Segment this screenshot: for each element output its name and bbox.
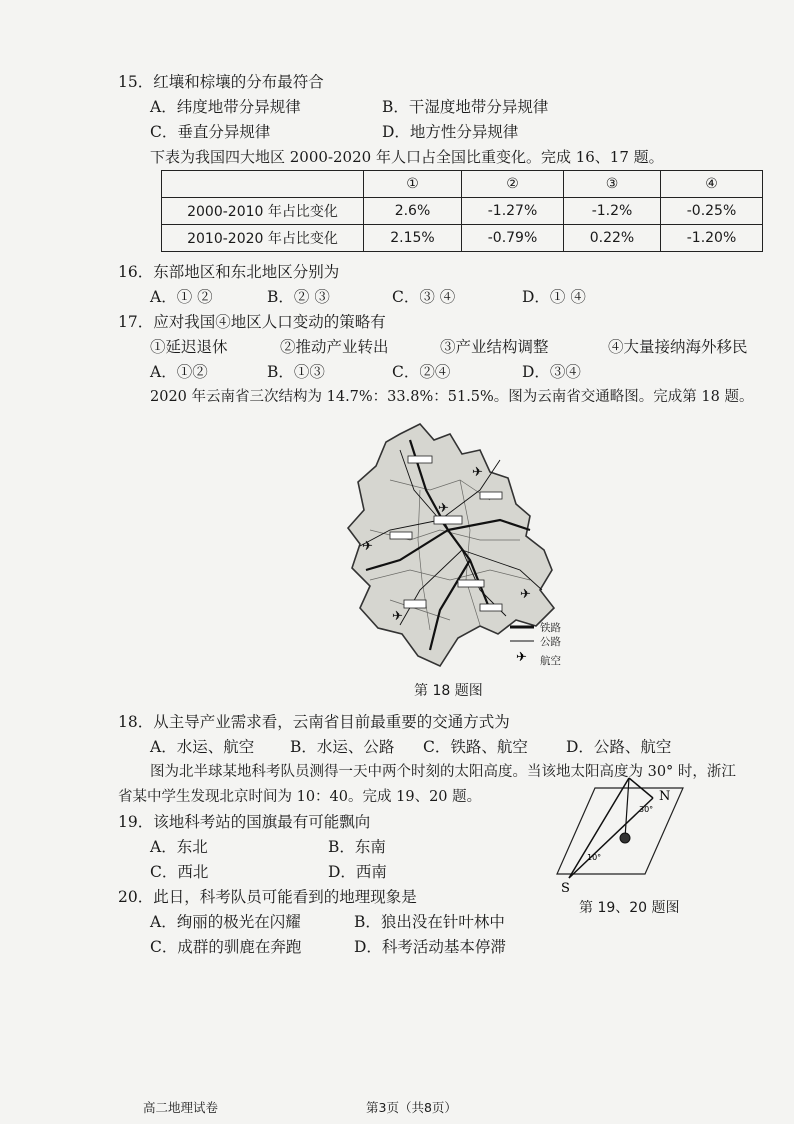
q16-option-c: C．③ ④: [392, 288, 456, 306]
table-header-cell: ④: [661, 171, 763, 198]
q15-option-d: D．地方性分异规律: [382, 123, 519, 141]
population-table: [161, 170, 763, 252]
table-intro: 下表为我国四大地区 2000-2020 年人口占全国比重变化。完成 16、17 题。: [150, 148, 664, 166]
table-header-row: [162, 171, 763, 198]
q17-option-c: C．②④: [392, 363, 451, 381]
q17-statement-1: ①延迟退休: [150, 338, 228, 356]
q18-stem: 18．从主导产业需求看，云南省目前最重要的交通方式为: [118, 713, 510, 731]
svg-text:✈: ✈: [392, 609, 403, 624]
footer-subject: 高二地理试卷: [143, 1100, 219, 1115]
table-header-cell: ③: [564, 171, 661, 198]
table-cell: -1.20%: [661, 225, 763, 252]
table-cell: -0.79%: [462, 225, 564, 252]
map-intro: 2020 年云南省三次结构为 14.7%：33.8%：51.5%。图为云南省交通略图。完成第 18 题。: [150, 389, 754, 405]
table-cell: -1.2%: [564, 198, 661, 225]
table-row: [162, 198, 763, 225]
table-cell: 2.6%: [364, 198, 462, 225]
sun-altitude-graphic: [555, 770, 685, 895]
south-label: S: [561, 881, 570, 895]
q20-option-a: A．绚丽的极光在闪耀: [150, 913, 301, 931]
table-cell: 2000-2010 年占比变化: [162, 198, 364, 225]
table-cell: 2.15%: [364, 225, 462, 252]
q19-option-a: A．东北: [150, 838, 208, 856]
svg-text:✈: ✈: [438, 501, 449, 516]
table-row: [162, 225, 763, 252]
q17-stem: 17．应对我国④地区人口变动的策略有: [118, 313, 386, 331]
q15-stem: 15．红壤和棕壤的分布最符合: [118, 73, 324, 91]
map-legend-symbols: [508, 621, 536, 671]
table-cell: 2010-2020 年占比变化: [162, 225, 364, 252]
footer-page-number: 第3页（共8页）: [366, 1100, 457, 1115]
table-cell: -1.27%: [462, 198, 564, 225]
svg-text:✈: ✈: [362, 539, 373, 554]
q16-option-a: A．① ②: [150, 288, 213, 306]
q17-statement-2: ②推动产业转出: [280, 338, 389, 356]
sun-intro-2: 省某中学生发现北京时间为 10：40。完成 19、20 题。: [118, 789, 482, 805]
airport-legend-icon: ✈: [516, 650, 527, 665]
legend-rail-label: 铁路: [540, 622, 561, 634]
pole-line: [625, 778, 629, 838]
angle-10-label: 10°: [587, 853, 602, 862]
table-header-cell: ②: [462, 171, 564, 198]
table-cell: -0.25%: [661, 198, 763, 225]
q17-option-d: D．③④: [522, 363, 581, 381]
q15-option-c: C．垂直分异规律: [150, 123, 271, 141]
legend-road-label: 公路: [540, 636, 561, 648]
q20-option-d: D．科考活动基本停滞: [354, 938, 506, 956]
table-cell: 0.22%: [564, 225, 661, 252]
sun-ray-10: [569, 778, 629, 878]
q16-stem: 16．东部地区和东北地区分别为: [118, 263, 340, 281]
table-header-cell: [162, 171, 364, 198]
map-caption: 第 18 题图: [414, 683, 483, 699]
q18-option-c: C．铁路、航空: [423, 738, 528, 756]
angle-30-label: 30°: [639, 805, 654, 814]
q17-statement-3: ③产业结构调整: [440, 338, 549, 356]
q20-option-b: B．狼出没在针叶林中: [354, 913, 505, 931]
q19-stem: 19．该地科考站的国旗最有可能飘向: [118, 813, 371, 831]
q18-option-b: B．水运、公路: [290, 738, 395, 756]
q20-option-c: C．成群的驯鹿在奔跑: [150, 938, 302, 956]
sun-figure-caption: 第 19、20 题图: [579, 900, 680, 916]
q18-option-a: A．水运、航空: [150, 738, 255, 756]
q18-option-d: D．公路、航空: [566, 738, 672, 756]
sun-altitude-figure: [555, 770, 685, 895]
q19-option-c: C．西北: [150, 863, 209, 881]
q19-option-b: B．东南: [328, 838, 386, 856]
pole-base: [620, 833, 630, 843]
q15-option-a: A．纬度地带分异规律: [150, 98, 301, 116]
q17-statement-4: ④大量接纳海外移民: [608, 338, 748, 356]
legend-air-label: 航空: [540, 655, 561, 667]
svg-text:✈: ✈: [472, 465, 483, 480]
sun-intro-1: 图为北半球某地科考队员测得一天中两个时刻的太阳高度。当该地太阳高度为 30° 时，浙江: [150, 764, 736, 780]
q15-option-b: B．干湿度地带分异规律: [382, 98, 549, 116]
north-label: N: [659, 789, 671, 804]
q17-option-a: A．①②: [150, 363, 208, 381]
svg-text:✈: ✈: [520, 587, 531, 602]
table-header-cell: ①: [364, 171, 462, 198]
q16-option-b: B．② ③: [267, 288, 330, 306]
q19-option-d: D．西南: [328, 863, 387, 881]
q17-option-b: B．①③: [267, 363, 325, 381]
q16-option-d: D．① ④: [522, 288, 586, 306]
q20-stem: 20．此日，科考队员可能看到的地理现象是: [118, 888, 417, 906]
